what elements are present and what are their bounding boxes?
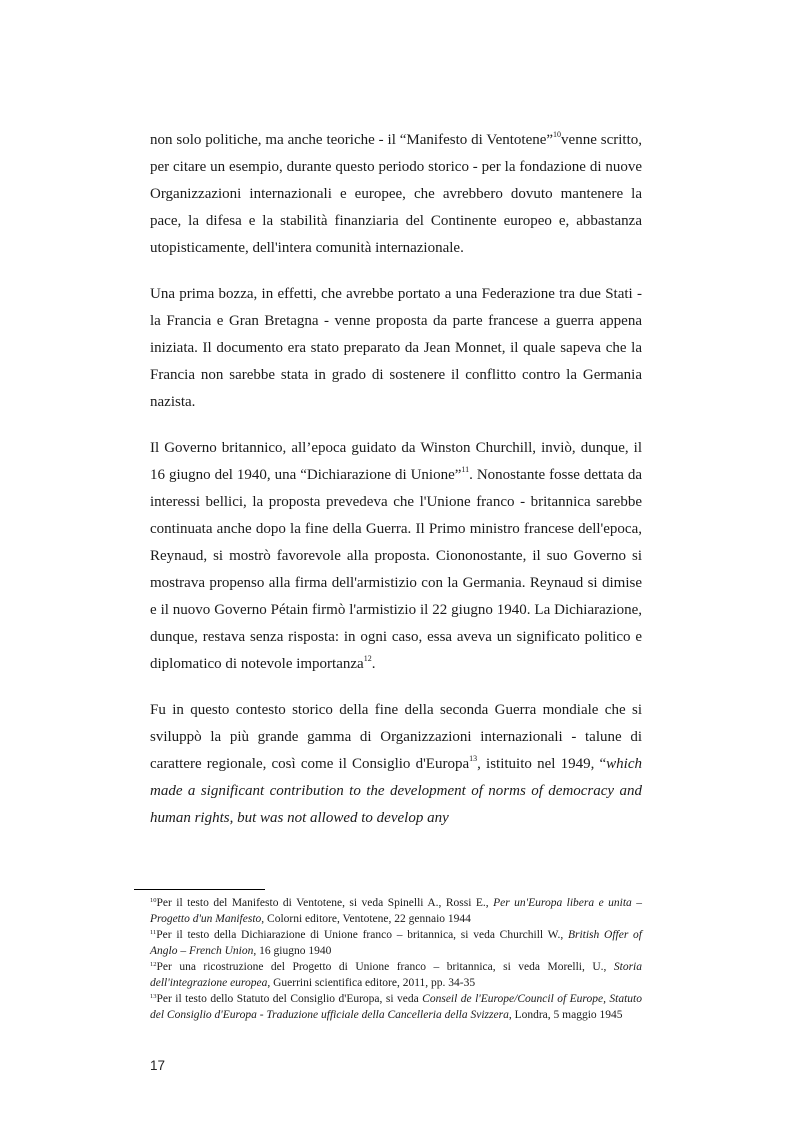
- footnote-10: $^{10}$Per il testo del Manifesto di Ventotene, si veda Spinelli A., Rossi E., Per un'Europa libera e unita – Progetto d'un Manifesto, Colorni editore, Ventotene, 22 gennaio 1944: [150, 897, 642, 925]
- footnote-13: $^{13}$Per il testo dello Statuto del Consiglio d'Europa, si veda Conseil de l'Europe/Council of Europe, Statuto del Consiglio d'Europa - Traduzione ufficiale della Cancelleria della Svizzera, Londra, 5 maggio 1945: [150, 993, 642, 1021]
- footnote-separator: [134, 889, 265, 890]
- footnotes: [150, 896, 642, 1024]
- paragraph-3: Il Governo britannico, all’epoca guidato da Winston Churchill, inviò, dunque, il 16 giugno del 1940, una “Dichiarazione di Unione”$^{11}$. Nonostante fosse dettata da interessi bellici, la proposta prevedeva che l'Unione franco - britannica sarebbe continuata anche dopo la fine della Guerra. Il Primo ministro francese dell'epoca, Reynaud, si mostrò favorevole alla proposta. Ciononostante, il suo Governo si mostrava propenso alla firma dell'armistizio con la Germania. Reynaud si dimise e il nuovo Governo Pétain firmò l'armistizio il 22 giugno 1940. La Dichiarazione, dunque, restava senza risposta: in ogni caso, essa aveva un significato politico e diplomatico di notevole importanza$^{12}$.: [150, 440, 642, 672]
- footnote-ref-12[interactable]: 12: [363, 654, 372, 663]
- paragraph-2: Una prima bozza, in effetti, che avrebbe portato a una Federazione tra due Stati - la Francia e Gran Bretagna - venne proposta da parte francese a guerra appena iniziata. Il documento era stato preparato da Jean Monnet, il quale sapeva che la Francia non sarebbe stata in grado di sostenere il conflitto contro la Germania nazista.: [150, 286, 642, 410]
- footnote-11: $^{11}$Per il testo della Dichiarazione di Unione franco – britannica, si veda Churchill W., British Offer of Anglo – French Union, 16 giugno 1940: [150, 929, 642, 957]
- footnote-12: $^{12}$Per una ricostruzione del Progetto di Unione franco – britannica, si veda Morelli, U., Storia dell'integrazione europea, Guerrini scientifica editore, 2011, pp. 34-35: [150, 961, 642, 989]
- page-number: 17: [150, 1058, 166, 1073]
- body-text: [150, 127, 642, 851]
- footnote-ref-13[interactable]: 13: [469, 754, 478, 763]
- footnote-ref-11[interactable]: 11: [461, 465, 470, 474]
- paragraph-4: Fu in questo contesto storico della fine della seconda Guerra mondiale che si sviluppò la più grande gamma di Organizzazioni internazionali - talune di carattere regionale, così come il Consiglio d'Europa$^{13}$, istituito nel 1949, “which made a significant contribution to the development of norms of democracy and human rights, but was not allowed to develop any: [150, 702, 643, 826]
- paragraph-1: non solo politiche, ma anche teoriche - il “Manifesto di Ventotene”$^{10}$venne scritto, per citare un esempio, durante questo periodo storico - per la fondazione di nuove Organizzazioni internazionali e europee, che avrebbero dovuto mantenere la pace, la difesa e la stabilità finanziaria del Continente europeo e, abbastanza utopisticamente, dell'intera comunità internazionale.: [150, 130, 642, 256]
- footnote-ref-10[interactable]: 10: [553, 130, 562, 139]
- english-quote: which made a significant contribution to the development of norms of democracy and human rights, but was not allowed to develop any: [150, 756, 643, 826]
